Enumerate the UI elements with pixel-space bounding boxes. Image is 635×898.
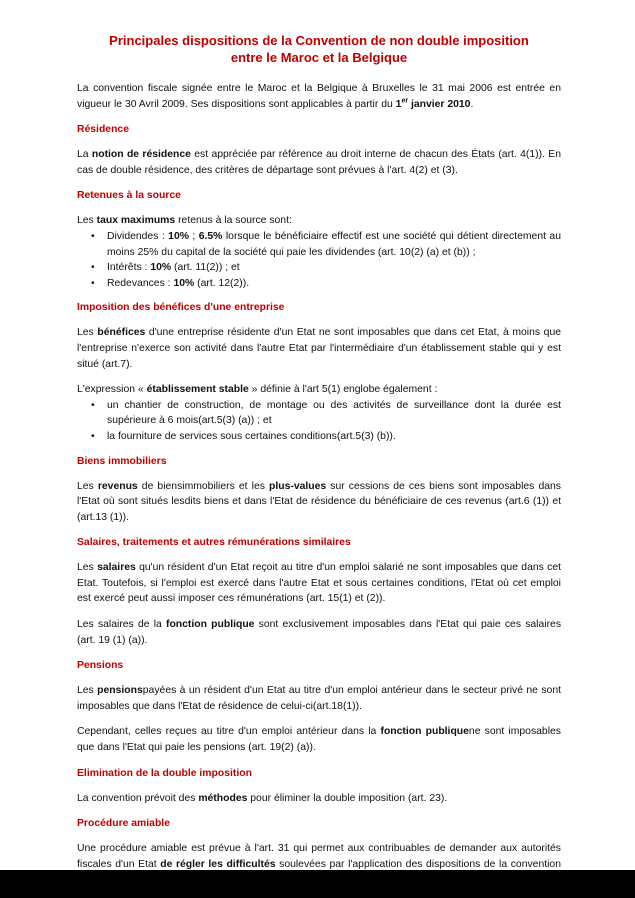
text: sur cessions de ces biens sont imposables dans l'Etat où sont situés lesdits biens et dans l'Etat de résidence du bénéficiaire de ces revenus (art.6 (1)) et (art.13 (1)). [77, 480, 561, 523]
text: retenus à la source sont: [175, 215, 292, 227]
document-content [77, 32, 561, 898]
list-item [107, 260, 561, 276]
bold-text: notion de résidence [91, 149, 191, 161]
bold-text: 10% [173, 277, 195, 289]
bold-text: fonction publique [165, 619, 255, 631]
section-heading-procedure: Procédure amiable [77, 818, 170, 830]
text: sont exclusivement imposables dans l'Etat qui paie ces salaires (art. 19 (1) (a)). [77, 619, 562, 646]
text: » définie à l'art 5(1) englobe également : [248, 384, 438, 396]
pensions-paragraph-1 [77, 683, 561, 714]
section-heading-pensions: Pensions [77, 660, 124, 672]
text: Les [77, 480, 98, 492]
benefices-paragraph-2 [77, 382, 561, 398]
retenues-paragraph [77, 213, 561, 229]
text: payées à un résident d'un Etat au titre d'un emploi antérieur dans le secteur privé ne sont imposables que dans l'Etat de résidence de celui-ci(art.18(1)). [77, 685, 562, 712]
text: Une procédure amiable est prévue à l'art. 31 qui permet aux contribuables de demander aux autorités fiscales d'un Etat [77, 843, 561, 870]
section-heading-residence: Résidence [77, 124, 129, 136]
title-line-2: entre le Maroc et la Belgique [230, 50, 408, 65]
intro-end: . [470, 98, 474, 110]
section-heading-elimination: Elimination de la double imposition [77, 767, 252, 779]
retenues-list [77, 229, 561, 291]
biens-paragraph [77, 479, 561, 526]
text: d'une entreprise résidente d'un Etat ne sont imposables que dans cet Etat, à moins que l'entreprise n'exerce son activité dans l'autre Etat par l'intermédiaire d'un établissement stable qui y est situé (art.7). [77, 327, 562, 370]
benefices-paragraph-1 [77, 325, 561, 372]
text: ne sont imposables que dans l'Etat qui paie les pensions (art. 19(2) (a)). [77, 726, 561, 754]
bold-text: taux maximums [96, 215, 176, 227]
text: L'expression « [77, 384, 147, 396]
text: lorsque le bénéficiaire effectif est une société qui détient directement au moins 25% du capital de la société qui paie les dividendes (art. 10(2) (a) et (b)) ; [107, 230, 561, 258]
text: soulevées par l'application des dispositions de la convention [279, 858, 561, 870]
text: ; [188, 230, 199, 242]
text: Les [77, 327, 98, 339]
bold-text: de régler les difficultés [160, 858, 276, 870]
text: Cependant, celles reçues au titre d'un emploi antérieur dans la [77, 726, 381, 738]
text: La [77, 149, 92, 161]
bold-text: plus-values [269, 480, 327, 492]
bold-text: revenus [97, 480, 138, 492]
intro-date-bold [395, 97, 474, 110]
list-item [107, 276, 561, 292]
intro-date-rest: janvier 2010 [408, 98, 471, 110]
salaires-paragraph-1 [77, 560, 561, 607]
bold-text: pensions [97, 685, 143, 697]
bottom-bar [0, 870, 635, 898]
intro-date-num: 1 [395, 98, 402, 110]
text: Les [77, 685, 98, 697]
text: Les salaires de la [77, 619, 166, 631]
text: pour éliminer la double imposition (art. 23). [247, 792, 448, 804]
intro-date-sup: er [401, 97, 409, 105]
elimination-paragraph [77, 791, 561, 807]
section-heading-biens: Biens immobiliers [77, 455, 167, 467]
text: Intérêts : [107, 262, 151, 274]
section-heading-retenues: Retenues à la source [77, 190, 181, 202]
text: de biensimmobiliers et les [137, 480, 269, 492]
intro-text: La convention fiscale signée entre le Maroc et la Belgique à Bruxelles le 31 mai 2006 est entrée en vigueur le 30 Avril 2009. Ses dispositions sont applicables à partir du [77, 83, 561, 110]
text: qu'un résident d'un Etat reçoit au titre d'un emploi salarié ne sont imposables que dans cet Etat. Toutefois, si l'emploi est exercé dans l'autre Etat et sous certaines conditions, l'Etat où cet emploi est exercé peut aussi imposer ces rémunérations (art. 15(1) et (2)). [77, 562, 562, 605]
text: Redevances : [107, 277, 174, 289]
bold-text: salaires [97, 562, 136, 574]
bold-text: 10% [168, 230, 189, 242]
benefices-list [77, 398, 561, 445]
section-heading-benefices: Imposition des bénéfices d'une entreprise [77, 302, 285, 314]
list-item [107, 229, 561, 260]
text: Les [77, 562, 98, 574]
text: Les [77, 215, 97, 227]
text: est appréciée par référence au droit interne de chacun des États (art. 4(1)). En cas de double résidence, des critères de départage sont prévues à l'art. 4(2) et (3). [77, 149, 561, 176]
text: La convention prévoit des [77, 792, 199, 804]
bold-text: 6.5% [198, 230, 223, 242]
bold-text: bénéfices [97, 327, 146, 339]
pensions-paragraph-2 [77, 724, 561, 755]
bold-text: méthodes [198, 792, 248, 804]
bold-text: fonction publique [380, 726, 469, 738]
section-heading-salaires: Salaires, traitements et autres rémunérations similaires [77, 537, 351, 549]
residence-paragraph [77, 147, 561, 178]
title-line-1: Principales dispositions de la Convention de non double imposition [109, 33, 529, 48]
bold-text: établissement stable [146, 384, 249, 396]
text: (art. 11(2)) ; et [171, 262, 240, 274]
text: (art. 12(2)). [194, 277, 250, 289]
intro-paragraph [77, 81, 561, 112]
list-item: • un chantier de construction, de montage ou des activités de surveillance dont la durée est supérieure à 6 mois(art.5(3) (a)) ; et [107, 398, 561, 429]
bold-text: 10% [150, 262, 172, 274]
salaires-paragraph-2 [77, 617, 561, 648]
text: Dividendes : [107, 230, 169, 242]
list-item: • la fourniture de services sous certaines conditions(art.5(3) (b)). [107, 429, 561, 445]
page-title [77, 32, 561, 66]
